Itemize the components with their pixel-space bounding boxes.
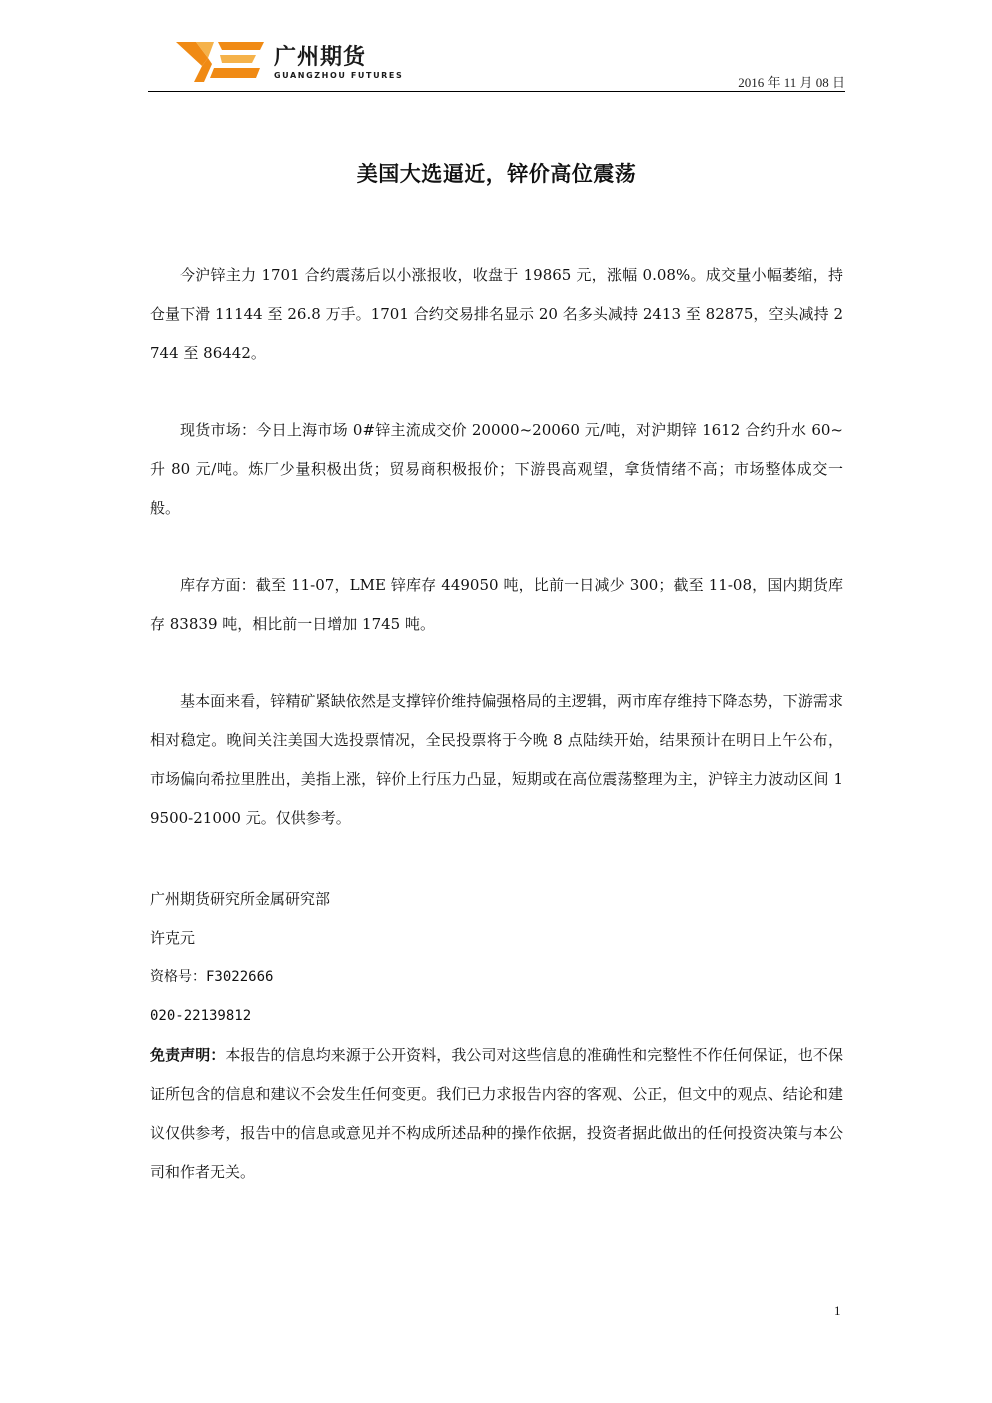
author-name: 许克元 <box>150 929 196 947</box>
company-logo <box>174 38 404 82</box>
paragraph-spot-market: 现货市场：今日上海市场 0#锌主流成交价 20000~20060 元/吨，对沪期锌 1612 合约升水 60~升 80 元/吨。炼厂少量积极出货；贸易商积极报价；下游畏高观望，拿货情绪不高；市场整体成交一般。 <box>150 421 843 517</box>
logo-mark-icon <box>174 38 266 82</box>
disclaimer-label: 免责声明： <box>150 1046 226 1064</box>
department-name: 广州期货研究所金属研究部 <box>150 890 331 908</box>
qualification-number: 资格号：F3022666 <box>150 969 274 985</box>
paragraph-inventory: 库存方面：截至 11-07，LME 锌库存 449050 吨，比前一日减少 300；截至 11-08，国内期货库存 83839 吨，相比前一日增加 1745 吨。 <box>150 576 843 633</box>
signature-block <box>150 880 843 1192</box>
phone-number: 020-22139812 <box>150 1008 252 1024</box>
report-title: 美国大选逼近，锌价高位震荡 <box>356 162 637 186</box>
disclaimer <box>150 1036 843 1192</box>
report-body <box>150 256 843 876</box>
paragraph-fundamentals: 基本面来看，锌精矿紧缺依然是支撑锌价维持偏强格局的主逻辑，两市库存维持下降态势，下游需求相对稳定。晚间关注美国大选投票情况，全民投票将于今晚 8 点陆续开始，结果预计在明日上午公布，市场偏向希拉里胜出，美指上涨，锌价上行压力凸显，短期或在高位震荡整理为主，沪锌主力波动区间 19500-21000 元。仅供参考。 <box>150 692 843 827</box>
paragraph-market-summary: 今沪锌主力 1701 合约震荡后以小涨报收，收盘于 19865 元，涨幅 0.08%。成交量小幅萎缩，持仓量下滑 11144 至 26.8 万手。1701 合约交易排名显示 20 名多头减持 2413 至 82875，空头减持 2744 至 86442。 <box>150 266 843 362</box>
disclaimer-text: 本报告的信息均来源于公开资料，我公司对这些信息的准确性和完整性不作任何保证，也不保证所包含的信息和建议不会发生任何变更。我们已力求报告内容的客观、公正，但文中的观点、结论和建议仅供参考，报告中的信息或意见并不构成所述品种的操作依据，投资者据此做出的任何投资决策与本公司和作者无关。 <box>150 1046 843 1181</box>
page-number: 1 <box>834 1303 841 1318</box>
logo-chinese-name: 广州期货 <box>274 45 367 70</box>
page-header <box>148 34 845 92</box>
logo-english-name: GUANGZHOU FUTURES <box>274 71 404 80</box>
header-divider <box>148 91 845 92</box>
report-date: 2016 年 11 月 08 日 <box>738 75 845 90</box>
